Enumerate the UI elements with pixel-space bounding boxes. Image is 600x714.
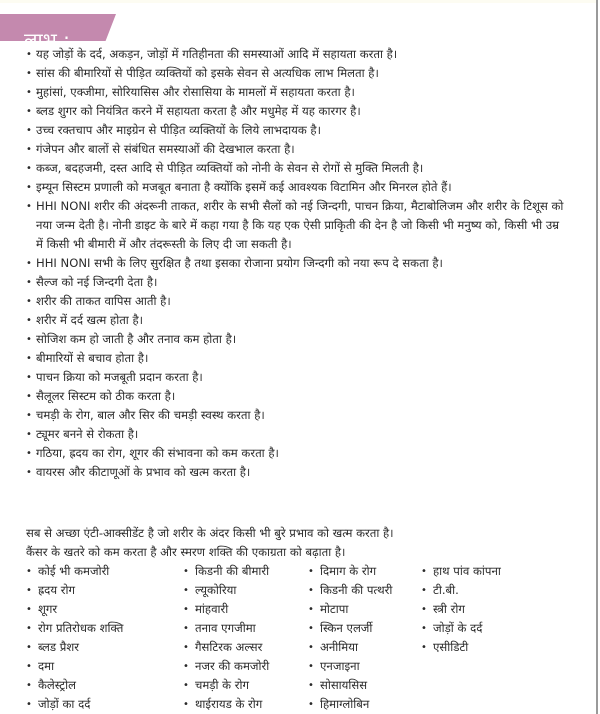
- section-title: लाभ :: [24, 28, 70, 53]
- disease-item: • थाईरायड के रोग: [183, 695, 269, 714]
- disease-item: • दमा: [26, 657, 123, 676]
- benefit-item: • यह जोड़ों के दर्द, अकड़न, जोड़ों में गतिहीनता की समस्याओं आदि में सहायता करता है।: [26, 45, 586, 64]
- disease-item: • सोसायसिस: [308, 676, 392, 695]
- benefit-item: • सैलूलर सिस्टम को ठीक करता है।: [26, 387, 586, 406]
- top-strip: [0, 0, 597, 3]
- benefit-item: • HHI NONI शरीर की अंदरूनी ताकत, शरीर के सभी सैलों को नई जिन्दगी, पाचन क्रिया, मैटाबोलिजम और शरीर के टिशूस को नया जन्म देती है। नोनी डाइट के बारे में कहा गया है कि यह एक ऐसी प्राकृिती की देन है जो किसी भी मनुष्य को, किसी भी उम्र में किसी भी बीमारी में और तंदरूस्ती के लिए दी जा सकती है।: [26, 197, 566, 254]
- benefit-item: • बीमारियों से बचाव होता है।: [26, 349, 586, 368]
- disease-item: • ल्यूकोरिया: [183, 581, 269, 600]
- disease-item: • हाथ पांव कांपना: [421, 562, 501, 581]
- summary-text: [26, 524, 586, 562]
- disease-item: • अनीमिया: [308, 638, 392, 657]
- benefit-item: • गंजेपन और बालों से संबंधित समस्याओं की देखभाल करता है।: [26, 140, 586, 159]
- benefits-list: [26, 45, 586, 482]
- benefit-item: • उच्च रक्तचाप और माइग्रेन से पीड़ित व्यक्तियों के लिये लाभदायक है।: [26, 121, 586, 140]
- disease-item: • चमड़ी के रोग: [183, 676, 269, 695]
- disease-item: • किडनी की बीमारी: [183, 562, 269, 581]
- disease-item: • कैलेस्ट्रोल: [26, 676, 123, 695]
- disease-item: • ब्लड प्रैशर: [26, 638, 123, 657]
- summary-line: सब से अच्छा एंटी-आक्सीडेंट है जो शरीर के अंदर किसी भी बुरे प्रभाव को खत्म करता है।: [26, 526, 394, 540]
- benefit-item: • ब्लड शुगर को नियंत्रित करने में सहायता करता है और मधुमेह में यह कारगर है।: [26, 102, 586, 121]
- disease-item: • रोग प्रतिरोधक शक्ति: [26, 619, 123, 638]
- disease-item: • एसीडिटी: [421, 638, 501, 657]
- benefit-item: • HHI NONI सभी के लिए सुरक्षित है तथा इसका रोजाना प्रयोग जिन्दगी को नया रूप दे सकता है।: [26, 254, 586, 273]
- diseases-column-4: [421, 562, 501, 657]
- diseases-column-2: [183, 562, 269, 714]
- benefit-item: • मुहांसां, एक्जीमा, सोरियासिस और रोसासिया के मामलों में सहायता करता है।: [26, 83, 586, 102]
- disease-item: • हिमाग्लोबिन: [308, 695, 392, 714]
- benefit-item: • पाचन क्रिया को मजबूती प्रदान करता है।: [26, 368, 586, 387]
- benefit-item: • चमड़ी के रोग, बाल और सिर की चमड़ी स्वस्थ करता है।: [26, 406, 586, 425]
- disease-item: • किडनी की पत्थरी: [308, 581, 392, 600]
- disease-item: • नजर की कमजोरी: [183, 657, 269, 676]
- disease-item: • एनजाइना: [308, 657, 392, 676]
- benefit-item: • शरीर की ताकत वापिस आती है।: [26, 292, 586, 311]
- benefit-item: • ट्यूमर बनने से रोकता है।: [26, 425, 586, 444]
- benefit-item: • वायरस और कीटाणूओं के प्रभाव को खत्म करता है।: [26, 463, 586, 482]
- disease-item: • गैसटिरक अल्सर: [183, 638, 269, 657]
- disease-item: • जोड़ों का दर्द: [26, 695, 123, 714]
- benefit-item: • सांस की बीमारियों से पीड़ित व्यक्तियों को इसके सेवन से अत्यधिक लाभ मिलता है।: [26, 64, 586, 83]
- diseases-grid: [0, 562, 600, 712]
- benefit-item: • गठिया, ह्रदय का रोग, शूगर की संभावना को कम करता है।: [26, 444, 586, 463]
- diseases-column-1: [26, 562, 123, 714]
- disease-item: • स्त्री रोग: [421, 600, 501, 619]
- summary-line: कैंसर के खतरे को कम करता है और स्मरण शक्ति की एकाग्रता को बढ़ाता है।: [26, 545, 346, 559]
- benefit-item: • इम्यून सिस्टम प्रणाली को मजबूत बनाता है क्योंकि इसमें कई आवश्यक विटामिन और मिनरल होते हैं।: [26, 178, 586, 197]
- benefit-item: • सैल्ज को नई जिन्दगी देता है।: [26, 273, 586, 292]
- disease-item: • कोई भी कमजोरी: [26, 562, 123, 581]
- disease-item: • ह्रदय रोग: [26, 581, 123, 600]
- disease-item: • टी.बी.: [421, 581, 501, 600]
- benefit-item: • कब्ज, बदहजमी, दस्त आदि से पीड़ित व्यक्तियों को नोनी के सेवन से रोगों से मुक्ति मिलती है।: [26, 159, 586, 178]
- benefit-item: • सोजिश कम हो जाती है और तनाव कम होता है।: [26, 330, 586, 349]
- disease-item: • तनाव एगजीमा: [183, 619, 269, 638]
- disease-item: • दिमाग के रोग: [308, 562, 392, 581]
- disease-item: • मोटापा: [308, 600, 392, 619]
- benefit-item: • शरीर में दर्द खत्म होता है।: [26, 311, 586, 330]
- disease-item: • शूगर: [26, 600, 123, 619]
- diseases-column-3: [308, 562, 392, 714]
- disease-item: • मांहवारी: [183, 600, 269, 619]
- disease-item: • जोड़ों के दर्द: [421, 619, 501, 638]
- disease-item: • स्किन एलर्जी: [308, 619, 392, 638]
